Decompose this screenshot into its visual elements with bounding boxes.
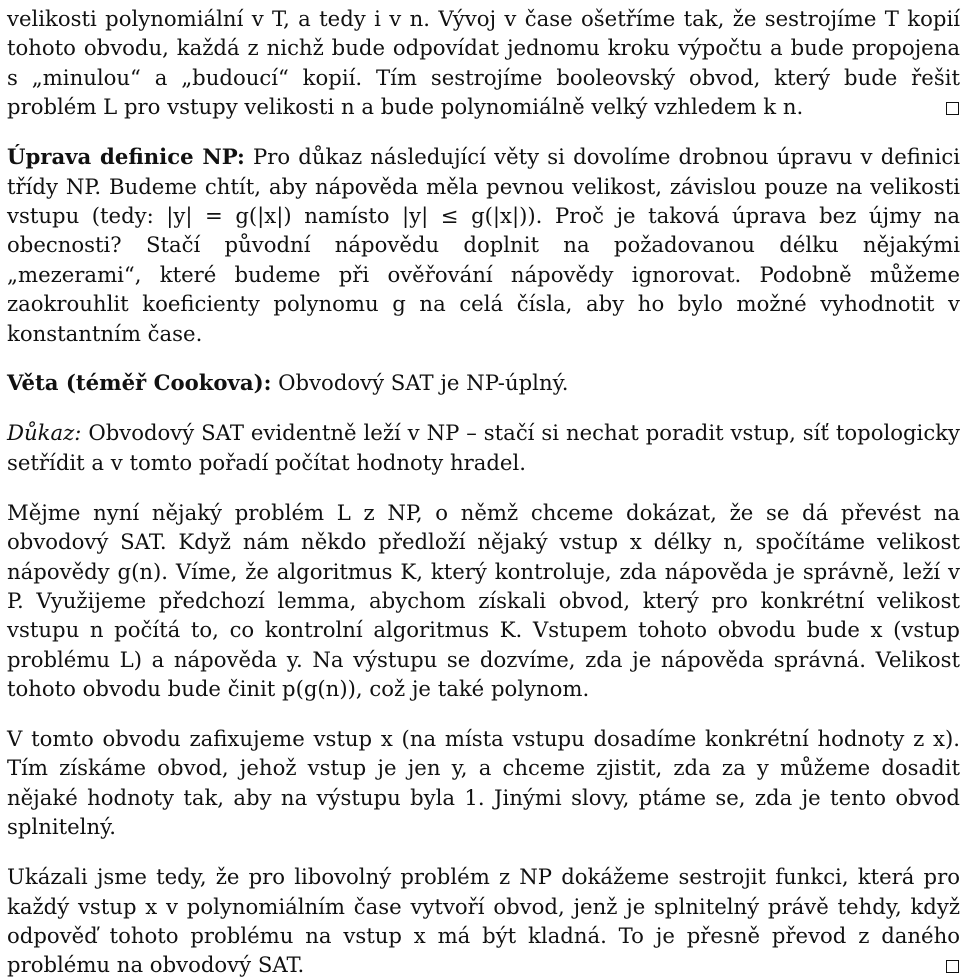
paragraph-conclusion (7, 862, 960, 980)
proof-heading: Důkaz: (7, 420, 82, 446)
paragraph-text: V tomto obvodu zafixujeme vstup x (na místa vstupu dosadíme konkrétní hodnoty z x). Tím získáme obvod, jehož vstup je jen y, a chceme zjistit, zda za y můžeme dosadit nějaké hodnoty tak, aby na výstupu byla 1. Jinými slovy, ptáme se, zda je tento obvod splnitelný. (7, 726, 960, 840)
paragraph-reduction (7, 498, 960, 704)
paragraph-np-definition-tweak (7, 142, 960, 348)
paragraph-theorem (7, 368, 960, 397)
paragraph-fix-input (7, 724, 960, 842)
theorem-heading: Věta (téměř Cookova): (7, 370, 272, 396)
qed-square-icon (946, 102, 959, 115)
paragraph-text: Mějme nyní nějaký problém L z NP, o němž chceme dokázat, že se dá převést na obvodový SAT. Když nám někdo předloží nějaký vstup x délky n, spočítáme velikost nápovědy g(n). Víme, že algoritmus K, který kontroluje, zda nápověda je správně, leží v P. Využijeme předchozí lemma, abychom získali obvod, který pro konkrétní velikost vstupu n počítá to, co kontrolní algoritmus K. Vstupem tohoto obvodu bude x (vstup problému L) a nápověda y. Na výstupu se dozvíme, zda je nápověda správná. Velikost tohoto obvodu bude činit p(g(n)), což je také polynom. (7, 499, 960, 702)
document-page (7, 4, 960, 980)
paragraph-lemma-proof-end (7, 4, 960, 122)
paragraph-text: velikosti polynomiální v T, a tedy i v n. Vývoj v čase ošetříme tak, že sestrojíme T kopií tohoto obvodu, každá z nichž bude odpovídat jednomu kroku výpočtu a bude propojena s „minulou“ a „budoucí“ kopií. Tím sestrojíme booleovský obvod, který bude řešit problém L pro vstupy velikosti n a bude polynomiálně velký vzhledem k n. (7, 6, 960, 120)
paragraph-proof-start (7, 418, 960, 477)
paragraph-text: Pro důkaz následující věty si dovolíme drobnou úpravu v definici třídy NP. Budeme chtít, aby nápověda měla pevnou velikost, závislou pouze na velikosti vstupu (tedy: |y| = g(|x|) namísto |y| ≤ g(|x|)). Proč je taková úprava bez újmy na obecnosti? Stačí původní nápovědu doplnit na požadovanou délku nějakými „mezerami“, které budeme při ověřování nápovědy ignorovat. Podobně můžeme zaokrouhlit koeficienty polynomu g na celá čísla, aby ho bylo možné vyhodnotit v konstantním čase. (7, 144, 960, 346)
qed-square-icon (946, 960, 959, 973)
paragraph-text: Obvodový SAT evidentně leží v NP – stačí si nechat poradit vstup, síť topologicky setřídit a v tomto pořadí počítat hodnoty hradel. (7, 420, 960, 475)
theorem-text: Obvodový SAT je NP-úplný. (271, 370, 569, 396)
paragraph-heading: Úprava definice NP: (7, 144, 245, 170)
paragraph-text: Ukázali jsme tedy, že pro libovolný problém z NP dokážeme sestrojit funkci, která pro každý vstup x v polynomiálním čase vytvoří obvod, jenž je splnitelný právě tehdy, když odpověď tohoto problému na vstup x má být kladná. To je přesně převod z daného problému na obvodový SAT. (7, 864, 960, 978)
